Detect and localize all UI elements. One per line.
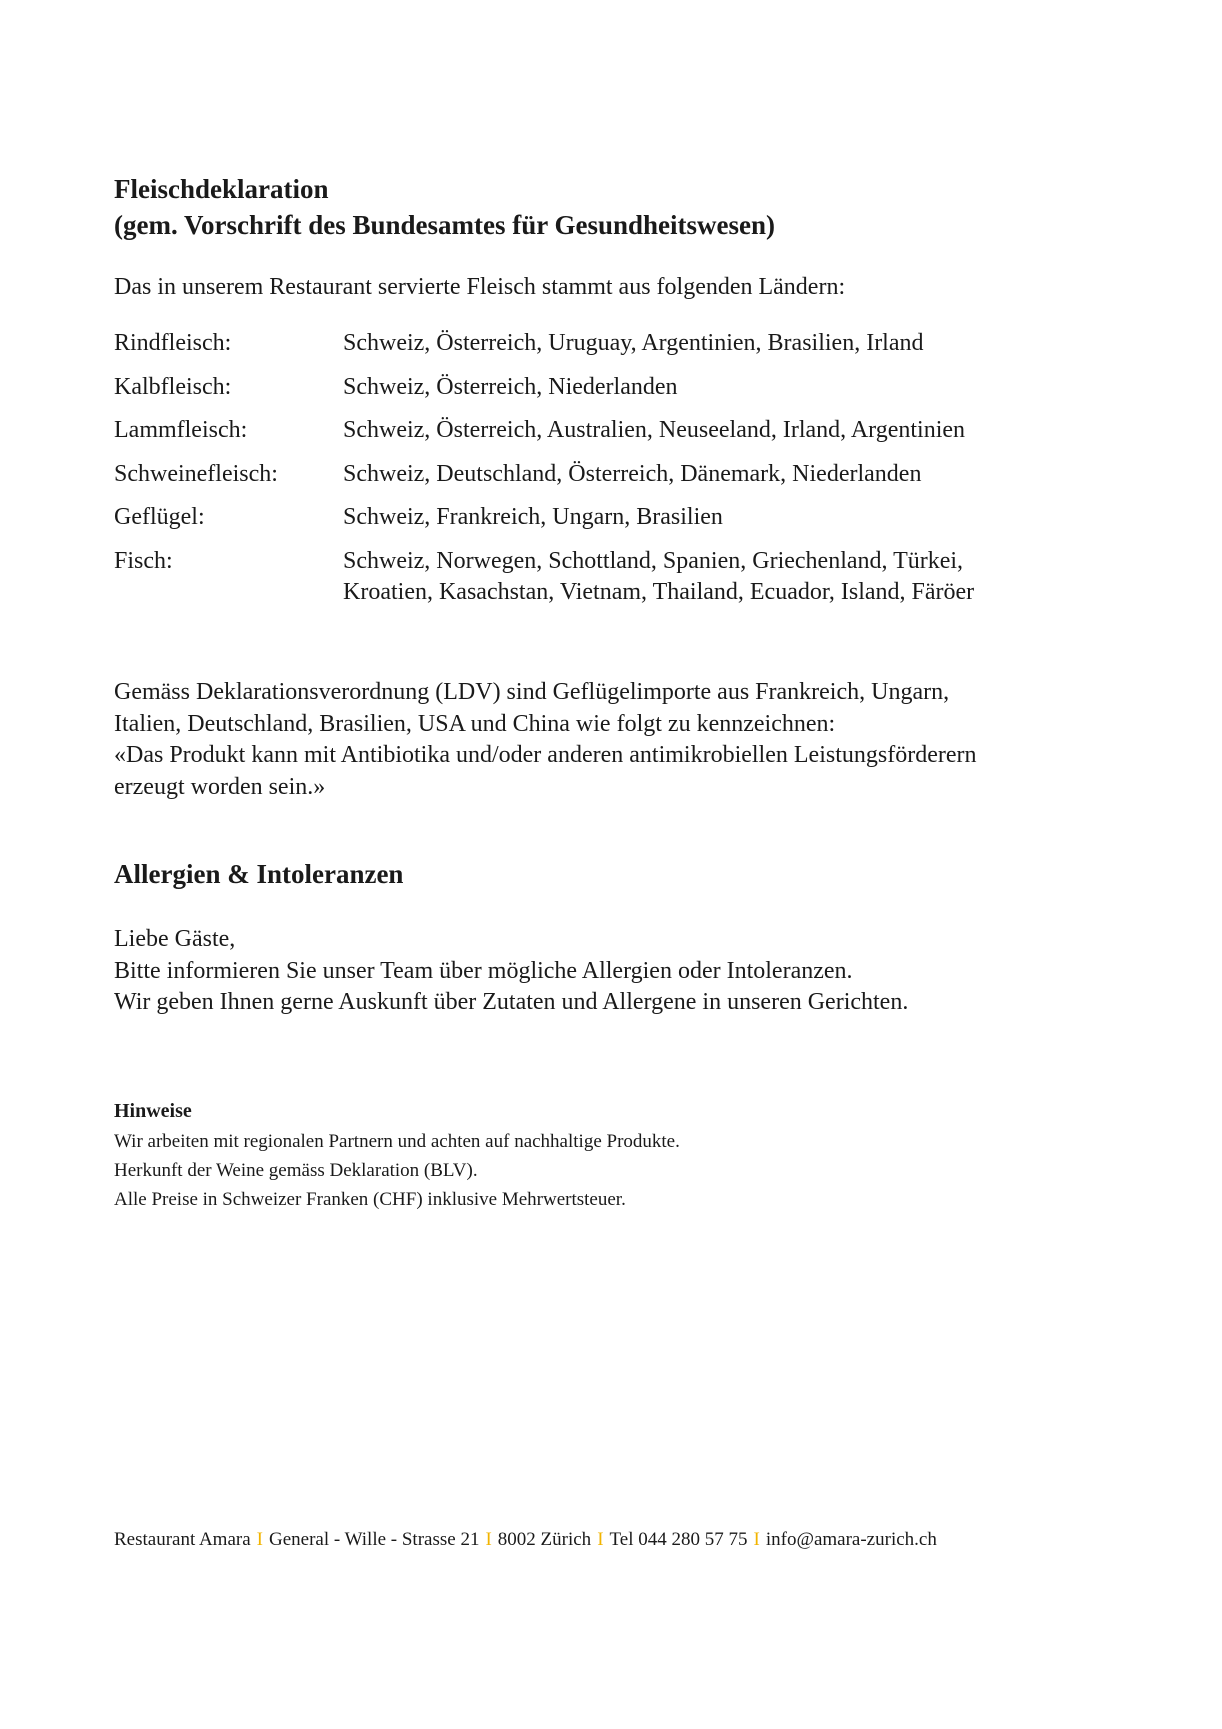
footer-restaurant-name: Restaurant Amara: [114, 1529, 251, 1550]
document-page: [114, 0, 1114, 1729]
meat-row-veal: [114, 372, 1114, 404]
countries-line: Schweiz, Frankreich, Ungarn, Brasilien: [343, 504, 723, 530]
ldv-line: Italien, Deutschland, Brasilien, USA und China wie folgt zu kennzeichnen:: [114, 710, 836, 737]
note-line: Wir arbeiten mit regionalen Partnern und achten auf nachhaltige Produkte.: [114, 1131, 680, 1152]
meat-countries: [343, 546, 1114, 609]
allergy-line: Wir geben Ihnen gerne Auskunft über Zutaten und Allergene in unseren Gerichten.: [114, 989, 909, 1015]
footer-separator: I: [256, 1529, 263, 1550]
meat-label: Fisch:: [114, 547, 173, 574]
ldv-notice: [114, 677, 976, 803]
countries-line: Schweiz, Österreich, Australien, Neuseeland, Irland, Argentinien: [343, 417, 966, 443]
countries-line: Schweiz, Österreich, Uruguay, Argentinien, Brasilien, Irland: [343, 330, 924, 356]
notes-list: [114, 1127, 680, 1214]
ldv-line: erzeugt worden sein.»: [114, 773, 326, 800]
meat-declaration-subtitle: (gem. Vorschrift des Bundesamtes für Gesundheitswesen): [114, 210, 776, 240]
ldv-line: «Das Produkt kann mit Antibiotika und/oder anderen antimikrobiellen Leistungsförderern: [114, 742, 977, 768]
allergy-line: Liebe Gäste,: [114, 926, 236, 952]
footer-phone: Tel 044 280 57 75: [609, 1529, 748, 1550]
footer-separator: I: [485, 1529, 492, 1550]
meat-countries: [343, 328, 1114, 360]
meat-label: Rindfleisch:: [114, 330, 232, 356]
meat-countries: [343, 459, 1114, 491]
meat-label: Kalbfleisch:: [114, 373, 232, 400]
meat-row-lamb: [114, 415, 1114, 447]
allergy-title: Allergien & Intoleranzen: [114, 859, 404, 889]
meat-label: Schweinefleisch:: [114, 460, 278, 487]
note-line: Alle Preise in Schweizer Franken (CHF) inklusive Mehrwertsteuer.: [114, 1189, 626, 1210]
meat-row-fish: [114, 546, 1114, 609]
meat-declaration-title: Fleischdeklaration: [114, 174, 329, 204]
footer-city: 8002 Zürich: [497, 1529, 592, 1550]
countries-line: Schweiz, Österreich, Niederlanden: [343, 373, 678, 400]
meat-countries: [343, 502, 1114, 534]
countries-line: Schweiz, Deutschland, Österreich, Dänemark, Niederlanden: [343, 460, 922, 487]
meat-row-beef: [114, 328, 1114, 360]
meat-row-pork: [114, 459, 1114, 491]
footer-email[interactable]: info@amara-zurich.ch: [765, 1529, 937, 1550]
meat-label: Geflügel:: [114, 504, 205, 530]
meat-label: Lammfleisch:: [114, 417, 248, 443]
footer-address: General - Wille - Strasse 21: [268, 1529, 480, 1550]
footer-contact: [114, 1528, 937, 1552]
countries-line: Kroatien, Kasachstan, Vietnam, Thailand, Ecuador, Island, Färöer: [343, 579, 975, 605]
meat-origin-intro: Das in unserem Restaurant servierte Fleisch stammt aus folgenden Ländern:: [114, 274, 846, 300]
countries-line: Schweiz, Norwegen, Schottland, Spanien, Griechenland, Türkei,: [343, 547, 964, 574]
meat-countries: [343, 415, 1114, 447]
footer-separator: I: [753, 1529, 760, 1550]
note-line: Herkunft der Weine gemäss Deklaration (BLV).: [114, 1160, 478, 1181]
allergy-line: Bitte informieren Sie unser Team über mögliche Allergien oder Intoleranzen.: [114, 957, 853, 984]
ldv-line: Gemäss Deklarationsverordnung (LDV) sind Geflügelimporte aus Frankreich, Ungarn,: [114, 679, 950, 705]
allergy-message: [114, 924, 908, 1019]
notes-title: Hinweise: [114, 1100, 192, 1122]
meat-row-poultry: [114, 502, 1114, 534]
meat-origin-table: [114, 328, 1114, 609]
footer-separator: I: [597, 1529, 604, 1550]
meat-countries: [343, 372, 1114, 404]
